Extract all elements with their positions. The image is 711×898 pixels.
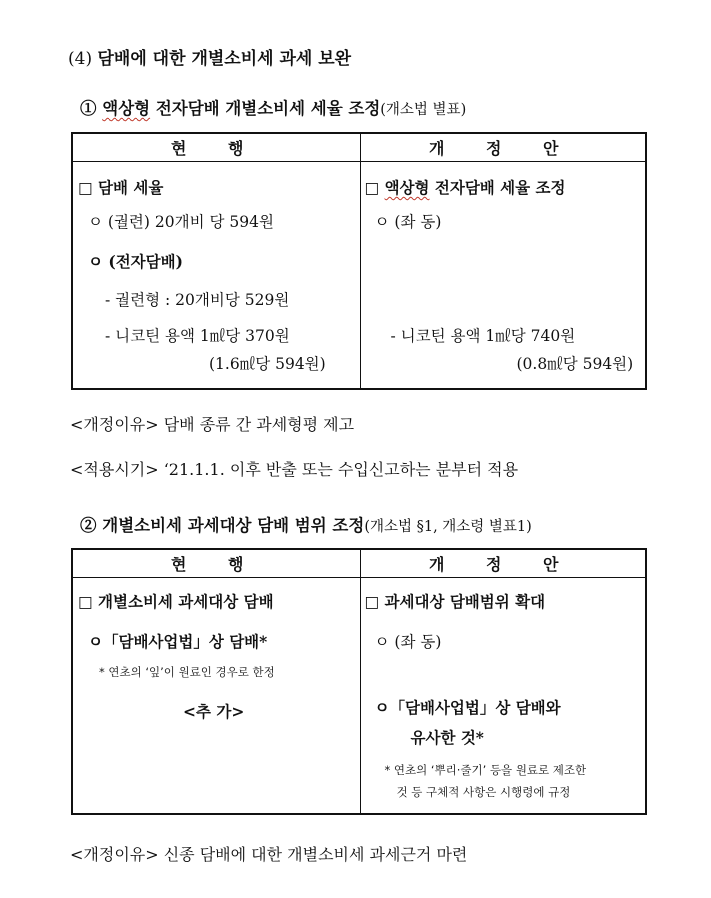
revised-same-2: ㅇ (좌 동) [374, 633, 442, 651]
revised-nicotine-rate: - 니코틴 용액 1㎖당 740원 [390, 327, 576, 345]
section-heading [68, 44, 351, 69]
revised-box-mark: □ [364, 178, 380, 197]
revised-note-line1: * 연초의 ‘뿌리·줄기’ 등을 원료로 제조한 [384, 763, 587, 777]
revised-similar-line1: ㅇ「담배사업법」상 담배와 [374, 698, 561, 717]
item1-reason: <개정이유> 담배 종류 간 과세형평 제고 [70, 415, 355, 434]
table2-header-revised: 개 정 안 [360, 549, 646, 578]
current-heated-rate: - 궐련형 : 20개비당 529원 [105, 291, 290, 309]
item2-ref: (개소법 §1, 개소령 별표1) [364, 519, 532, 535]
table1-current-cell [72, 162, 360, 390]
item1-title-pre: 액상형 [102, 99, 151, 118]
item1-heading [80, 95, 466, 119]
item2-heading [80, 512, 532, 536]
table2-header-current: 현 행 [72, 549, 360, 578]
item1-ref: (개소법 별표) [380, 102, 467, 118]
revised-box-rest: 전자담배 세율 조정 [429, 178, 566, 197]
item1-marker: ① [80, 99, 97, 118]
revised-liquid-rate-box [365, 176, 566, 198]
table1-revised-cell [360, 162, 646, 390]
item1-timing: <적용시기> ‘21.1.1. 이후 반출 또는 수입신고하는 분부터 적용 [70, 460, 519, 479]
current-law-note: * 연초의 ‘잎’이 원료인 경우로 한정 [99, 665, 275, 679]
current-nicotine-equivalent: (1.6㎖당 594원) [209, 355, 326, 373]
revised-note-line2: 것 등 구체적 사항은 시행령에 규정 [396, 785, 571, 799]
item2-reason: <개정이유> 신종 담배에 대한 개별소비세 과세근거 마련 [70, 845, 468, 864]
current-nicotine-rate: - 니코틴 용액 1㎖당 370원 [105, 327, 290, 345]
table1-header-revised: 개 정 안 [360, 133, 646, 162]
revised-box-pre: 액상형 [384, 178, 430, 197]
table1-header-current: 현 행 [72, 133, 360, 162]
current-tobacco-law: ㅇ「담배사업법」상 담배* [88, 632, 268, 651]
table2-revised-cell [360, 578, 646, 815]
item2-title: 개별소비세 과세대상 담배 범위 조정 [102, 516, 365, 535]
current-add-placeholder: <추 가> [183, 702, 245, 721]
section-number: (4) [68, 49, 93, 69]
current-taxable-box: □ 개별소비세 과세대상 담배 [78, 592, 274, 611]
current-ecig-label: ㅇ (전자담배) [88, 252, 183, 271]
comparison-table-2 [71, 548, 647, 815]
table2-current-cell [72, 578, 360, 815]
revised-nicotine-equivalent: (0.8㎖당 594원) [516, 355, 634, 373]
item2-marker: ② [80, 516, 97, 535]
current-tax-rate-box: □ 담배 세율 [78, 178, 164, 197]
item1-title: 전자담배 개별소비세 세율 조정 [150, 99, 381, 118]
comparison-table-1 [71, 132, 647, 390]
revised-similar-line2: 유사한 것* [410, 728, 484, 747]
revised-expand-box: □ 과세대상 담배범위 확대 [364, 592, 546, 611]
section-title: 담배에 대한 개별소비세 과세 보완 [97, 49, 352, 69]
revised-same: ㅇ (좌 동) [374, 213, 442, 231]
current-cigarette-rate: ㅇ (궐련) 20개비 당 594원 [88, 213, 274, 231]
